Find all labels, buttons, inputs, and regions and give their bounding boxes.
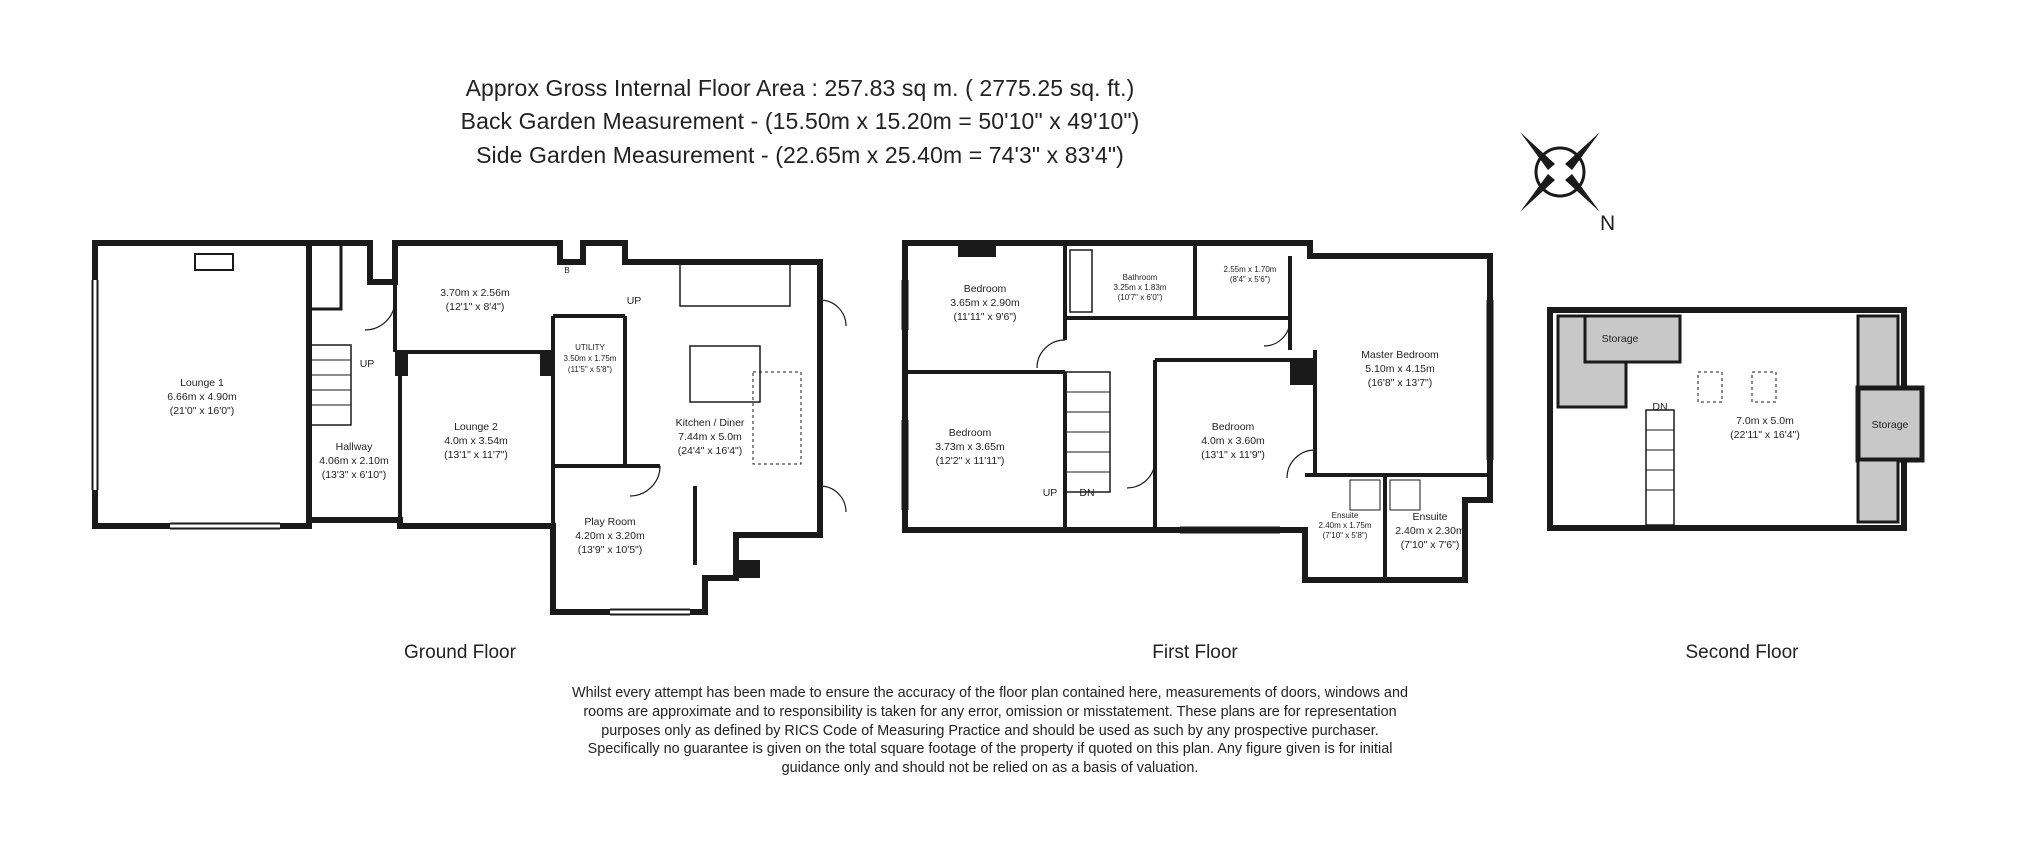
gf-room-kitchen-size: 7.44m x 5.0m — [678, 431, 742, 443]
gf-up-label: UP — [626, 295, 642, 307]
gf-room-lounge2-size: 4.0m x 3.54m — [444, 435, 508, 447]
ff-room-bedroom1-imperial: (11'11" x 9'6") — [953, 311, 1017, 323]
gf-room-hallway-size: 4.06m x 2.10m — [319, 455, 389, 467]
gf-room-playroom-size: 4.20m x 3.20m — [575, 530, 645, 542]
ff-room-bedroom1-size: 3.65m x 2.90m — [950, 297, 1020, 309]
ff-room-bathroom-size: 3.25m x 1.83m — [1113, 283, 1167, 292]
ff-room-master-size: 5.10m x 4.15m — [1365, 363, 1435, 375]
ff-room-ensuite2-size: 2.40m x 2.30m — [1395, 525, 1465, 537]
ground-floor-labels — [167, 266, 745, 556]
ff-room-bathroom-name: Bathroom — [1122, 273, 1158, 282]
gf-room-lounge2-name: Lounge 2 — [454, 421, 498, 433]
gf-room-lounge1-name: Lounge 1 — [180, 377, 224, 389]
gf-room-playroom-imperial: (13'9" x 10'5") — [577, 544, 643, 556]
ff-room-small-imperial: (8'4" x 5'6") — [1229, 275, 1271, 284]
disclaimer-line: Specifically no guarantee is given on the total square footage of the property if quoted on this plan. Any figure given is for initial — [587, 741, 1393, 758]
gf-room-utility-name: UTILITY — [575, 343, 605, 352]
ff-room-ensuite2-imperial: (7'10" x 7'6") — [1400, 539, 1460, 551]
sf-room-main-imperial: (22'11" x 16'4") — [1730, 429, 1800, 441]
gf-room-kitchen-imperial: (24'4" x 16'4") — [677, 445, 743, 457]
gf-room-lounge1-size: 6.66m x 4.90m — [167, 391, 237, 403]
compass-icon — [1520, 132, 1600, 212]
ground-floor-label: Ground Floor — [404, 642, 516, 663]
disclaimer-line: Whilst every attempt has been made to ensure the accuracy of the floor plan contained here, measurements of doors, windows and — [572, 685, 1408, 701]
ff-room-bedroom3-imperial: (13'1" x 11'9") — [1201, 449, 1265, 461]
ff-room-ensuite1-imperial: (7'10" x 5'8") — [1322, 531, 1368, 540]
gf-room-lounge2-imperial: (13'1" x 11'7") — [444, 449, 508, 461]
sf-stairs-dn-label: DN — [1652, 401, 1668, 413]
disclaimer-line: purposes only as defined by RICS Code of Measuring Practice and should be used as such by any prospective purchaser. — [601, 722, 1379, 739]
disclaimer — [540, 684, 1440, 778]
ff-room-bedroom3-size: 4.0m x 3.60m — [1201, 435, 1265, 447]
back-garden-heading: Back Garden Measurement - (15.50m x 15.20m = 50'10" x 49'10") — [460, 108, 1140, 134]
north-label: N — [1600, 212, 1616, 235]
ff-room-ensuite1-size: 2.40m x 1.75m — [1318, 521, 1372, 530]
floor-area-heading: Approx Gross Internal Floor Area : 257.83 sq m. ( 2775.25 sq. ft.) — [465, 75, 1135, 101]
ff-room-master-name: Master Bedroom — [1361, 349, 1439, 361]
gf-room-hallway-imperial: (13'3" x 6'10") — [321, 469, 387, 481]
gf-room-utility-size: 3.50m x 1.75m — [563, 354, 617, 363]
disclaimer-line: guidance only and should not be relied on as a basis of valuation. — [781, 760, 1199, 777]
sf-room-main-size: 7.0m x 5.0m — [1736, 415, 1794, 427]
ff-room-bedroom3-name: Bedroom — [1211, 421, 1255, 433]
gf-room-playroom-name: Play Room — [584, 516, 636, 528]
ff-room-bedroom1-name: Bedroom — [963, 283, 1007, 295]
gf-room-utility-imperial: (11'5" x 5'8") — [567, 365, 613, 374]
gf-room-hallway-name: Hallway — [335, 441, 373, 453]
gf-boiler-label: B — [564, 266, 570, 275]
ff-room-bedroom2-imperial: (12'2" x 11'11") — [935, 455, 1005, 467]
second-floor-label: Second Floor — [1685, 642, 1799, 663]
gf-room-2-size: 3.70m x 2.56m — [440, 287, 510, 299]
disclaimer-line: rooms are approximate and to responsibility is taken for any error, omission or misstatement. These plans are for representation — [583, 703, 1397, 720]
ff-room-ensuite1-name: Ensuite — [1331, 511, 1359, 520]
gf-room-2-imperial: (12'1" x 8'4") — [445, 301, 505, 313]
gf-room-kitchen-name: Kitchen / Diner — [675, 417, 745, 429]
ff-room-bedroom2-size: 3.73m x 3.65m — [935, 441, 1005, 453]
ff-room-bathroom-imperial: (10'7" x 6'0") — [1117, 293, 1163, 302]
side-garden-heading: Side Garden Measurement - (22.65m x 25.40m = 74'3" x 83'4") — [476, 142, 1124, 168]
first-floor-label: First Floor — [1152, 642, 1238, 663]
sf-room-storage2-name: Storage — [1871, 419, 1909, 431]
ff-stairs-dn-label: DN — [1079, 487, 1095, 499]
ff-room-master-imperial: (16'8" x 13'7") — [1367, 377, 1433, 389]
ff-room-bedroom2-name: Bedroom — [948, 427, 992, 439]
gf-stairs-up-label: UP — [359, 358, 375, 370]
gf-room-lounge1-imperial: (21'0" x 16'0") — [169, 405, 235, 417]
sf-room-storage1-name: Storage — [1601, 333, 1639, 345]
ff-stairs-up-label: UP — [1042, 487, 1058, 499]
ff-room-ensuite2-name: Ensuite — [1412, 511, 1448, 523]
ff-room-small-size: 2.55m x 1.70m — [1223, 265, 1277, 274]
